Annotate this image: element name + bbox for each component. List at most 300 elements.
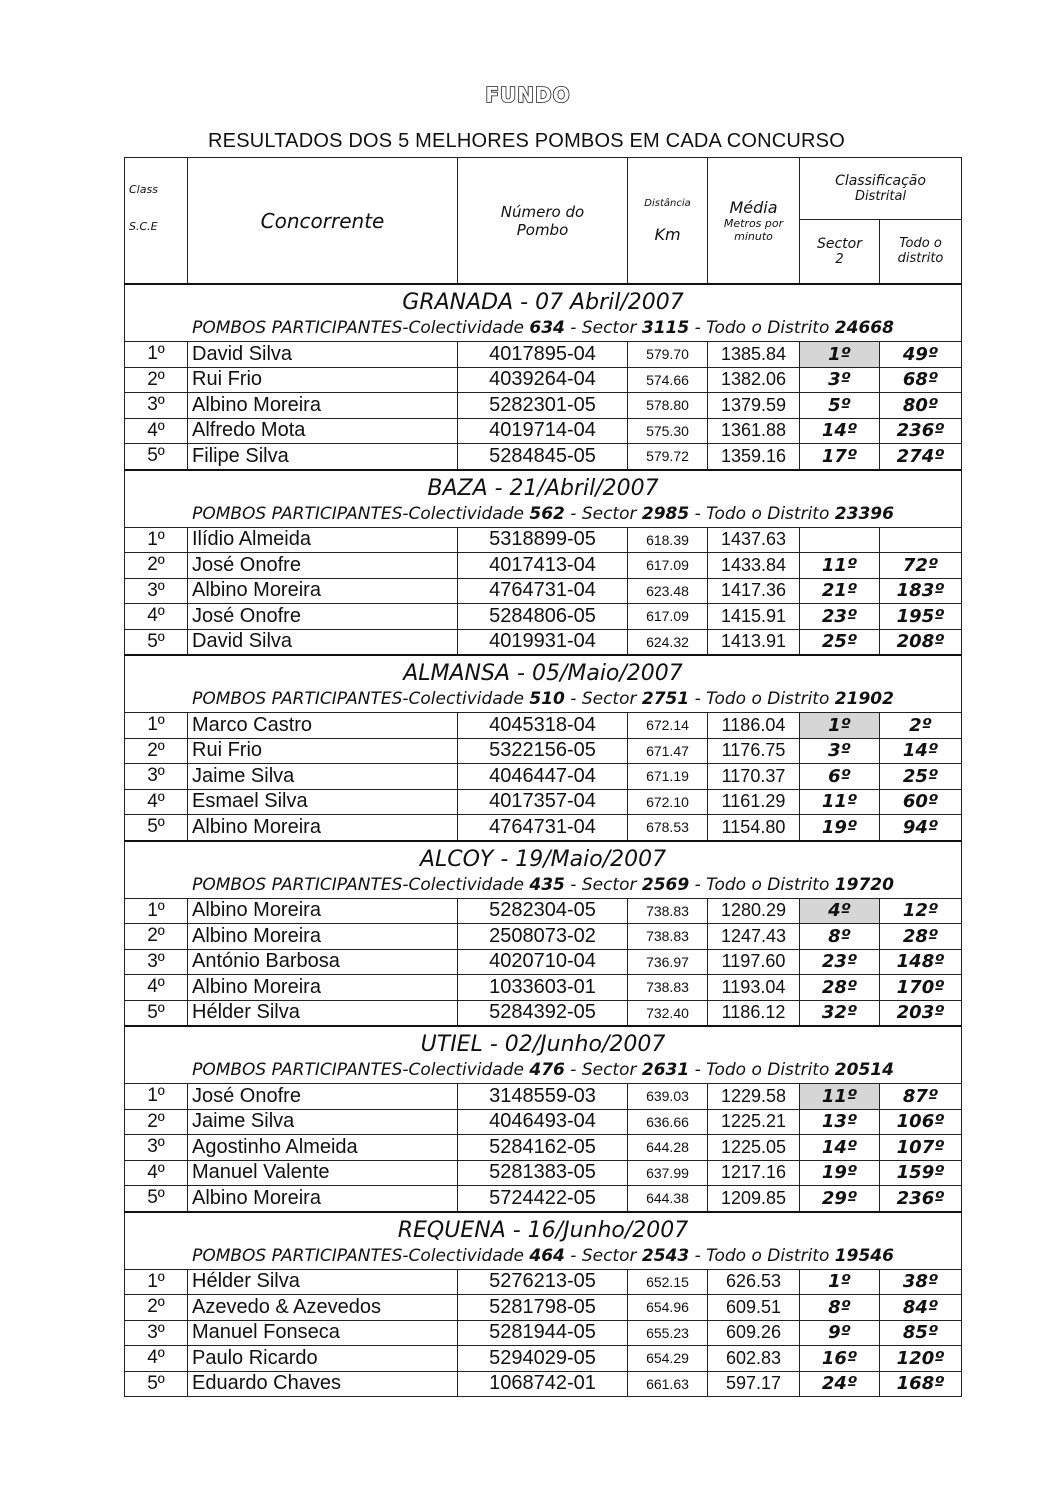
sector-count: 2631 [641,1060,690,1080]
race-participants [125,1057,962,1084]
pombo-number-cell: 4045318-04 [458,713,628,739]
distrito-label: - Todo o Distrito [694,689,830,709]
sector-rank-cell: 17º [800,444,880,470]
class-cell: 1º [125,1269,188,1295]
distrito-rank-cell: 49º [880,342,962,368]
sector-rank-cell: 1º [800,713,880,739]
media-cell: 1379.59 [708,393,800,419]
pombo-number-cell: 3148559-03 [458,1084,628,1110]
pombo-number-cell: 5281383-05 [458,1160,628,1186]
concorrente-cell: Hélder Silva [188,1000,458,1026]
media-cell: 1413.91 [708,629,800,655]
distrito-rank-cell: 120º [880,1346,962,1372]
class-cell: 3º [125,578,188,604]
class-cell: 2º [125,553,188,579]
pombo-number-cell: 5294029-05 [458,1346,628,1372]
sector-label: - Sector [570,1060,637,1080]
pombo-number-cell: 4039264-04 [458,367,628,393]
sector-label: - Sector [570,318,637,338]
distrito-rank-cell: 12º [880,898,962,924]
class-cell: 2º [125,1295,188,1321]
result-row [125,949,962,975]
pombo-number-cell: 4764731-04 [458,815,628,841]
distrito-rank-cell: 85º [880,1320,962,1346]
media-cell: 1193.04 [708,975,800,1001]
pombo-number-cell: 4046493-04 [458,1109,628,1135]
media-cell: 597.17 [708,1371,800,1397]
concorrente-cell: Ilídio Almeida [188,527,458,553]
result-row [125,815,962,841]
concorrente-cell: Marco Castro [188,713,458,739]
result-row [125,604,962,630]
distrito-rank-cell: 106º [880,1109,962,1135]
class-cell: 2º [125,924,188,950]
media-cell: 1417.36 [708,578,800,604]
distance-cell: 671.19 [628,764,708,790]
class-cell: 4º [125,1346,188,1372]
media-cell: 1415.91 [708,604,800,630]
pombo-number-cell: 2508073-02 [458,924,628,950]
class-cell: 4º [125,975,188,1001]
result-row [125,764,962,790]
sector-rank-cell: 3º [800,367,880,393]
distance-cell: 623.48 [628,578,708,604]
class-cell: 1º [125,527,188,553]
sector-label: - Sector [570,689,637,709]
distrito-count: 19720 [834,874,894,895]
distrito-rank-cell: 203º [880,1000,962,1026]
pombo-number-cell: 5284845-05 [458,444,628,470]
race-title: BAZA - 21/Abril/2007 [125,470,962,501]
distrito-count: 23396 [834,503,894,524]
distrito-rank-cell: 28º [880,924,962,950]
class-cell: 4º [125,418,188,444]
distrito-rank-cell: 159º [880,1160,962,1186]
sector-label: - Sector [570,874,637,895]
pombo-number-cell: 4017895-04 [458,342,628,368]
result-row [125,898,962,924]
distance-cell: 671.47 [628,738,708,764]
distance-cell: 655.23 [628,1320,708,1346]
class-cell: 5º [125,1000,188,1026]
distance-cell: 672.14 [628,713,708,739]
media-cell: 1176.75 [708,738,800,764]
classificacao-header: Classificação Distrital [800,158,962,220]
class-cell: 1º [125,342,188,368]
media-cell: 1359.16 [708,444,800,470]
class-cell: 3º [125,393,188,419]
distrito-rank-cell: 208º [880,629,962,655]
race-title: UTIEL - 02/Junho/2007 [125,1026,962,1057]
colectividade-count: 562 [529,503,565,524]
pombo-number-cell: 4046447-04 [458,764,628,790]
race-title-row [125,470,962,501]
sector-rank-cell: 3º [800,738,880,764]
race-title: ALMANSA - 05/Maio/2007 [125,655,962,686]
distrito-rank-cell: 148º [880,949,962,975]
result-row [125,342,962,368]
result-row [125,1135,962,1161]
result-row [125,1084,962,1110]
pombo-number-cell: 5284392-05 [458,1000,628,1026]
class-cell: 5º [125,444,188,470]
distrito-rank-cell: 87º [880,1084,962,1110]
class-cell: 3º [125,1320,188,1346]
class-cell: 3º [125,1135,188,1161]
concorrente-cell: António Barbosa [188,949,458,975]
class-cell: 3º [125,764,188,790]
distance-cell: 574.66 [628,367,708,393]
concorrente-cell: José Onofre [188,1084,458,1110]
concorrente-cell: Manuel Fonseca [188,1320,458,1346]
media-cell: 1186.04 [708,713,800,739]
distrito-rank-cell: 68º [880,367,962,393]
distrito-rank-cell: 60º [880,789,962,815]
pombo-number-cell: 5282301-05 [458,393,628,419]
media-cell: 609.51 [708,1295,800,1321]
sector-rank-cell: 9º [800,1320,880,1346]
sector-rank-cell: 19º [800,1160,880,1186]
result-row [125,713,962,739]
participants-label: POMBOS PARTICIPANTES-Colectividade [192,1245,524,1266]
results-table [124,157,962,1397]
pombo-number-cell: 5284162-05 [458,1135,628,1161]
media-cell: 1161.29 [708,789,800,815]
distance-cell: 678.53 [628,815,708,841]
sector-label: - Sector [570,1245,637,1266]
distance-cell: 652.15 [628,1269,708,1295]
distancia-header: Distância Km [628,158,708,285]
sector-rank-cell: 6º [800,764,880,790]
race-title: GRANADA - 07 Abril/2007 [125,284,962,315]
distrito-rank-cell: 236º [880,1186,962,1212]
fundo-logo: FUNDO [485,83,571,107]
media-cell: 1186.12 [708,1000,800,1026]
result-row [125,527,962,553]
distance-cell: 654.96 [628,1295,708,1321]
distance-cell: 575.30 [628,418,708,444]
sector-rank-cell: 23º [800,604,880,630]
result-row [125,924,962,950]
result-row [125,418,962,444]
race-title-row [125,1212,962,1243]
result-row [125,789,962,815]
class-cell: 5º [125,1371,188,1397]
pombo-number-cell: 5282304-05 [458,898,628,924]
sector-count: 3115 [641,318,690,338]
class-cell: 2º [125,367,188,393]
pombo-number-cell: 4020710-04 [458,949,628,975]
sector-rank-cell: 32º [800,1000,880,1026]
pombo-number-cell: 5724422-05 [458,1186,628,1212]
result-row [125,1346,962,1372]
sector-rank-cell: 25º [800,629,880,655]
concorrente-cell: Albino Moreira [188,393,458,419]
class-cell: 5º [125,629,188,655]
distrito-rank-cell: 84º [880,1295,962,1321]
sector-count: 2985 [641,503,690,524]
sector-rank-cell: 4º [800,898,880,924]
concorrente-cell: Paulo Ricardo [188,1346,458,1372]
distrito-rank-cell: 72º [880,553,962,579]
concorrente-cell: José Onofre [188,553,458,579]
media-cell: 1229.58 [708,1084,800,1110]
distrito-count: 19546 [834,1245,894,1266]
result-row [125,444,962,470]
concorrente-cell: José Onofre [188,604,458,630]
concorrente-cell: Jaime Silva [188,1109,458,1135]
distance-cell: 654.29 [628,1346,708,1372]
result-row [125,1109,962,1135]
media-header: Média Metros por minuto [708,158,800,285]
participants-label: POMBOS PARTICIPANTES-Colectividade [192,874,524,895]
pombo-number-cell: 1033603-01 [458,975,628,1001]
media-cell: 1217.16 [708,1160,800,1186]
concorrente-cell: David Silva [188,342,458,368]
result-row [125,1000,962,1026]
distance-cell: 624.32 [628,629,708,655]
concorrente-cell: Hélder Silva [188,1269,458,1295]
sector-rank-cell: 11º [800,1084,880,1110]
distrito-count: 21902 [834,689,894,709]
race-participants [125,686,962,713]
concorrente-cell: Eduardo Chaves [188,1371,458,1397]
race-title-row [125,655,962,686]
media-cell: 1170.37 [708,764,800,790]
distance-cell: 672.10 [628,789,708,815]
class-header: Class S.C.E [125,158,188,285]
distrito-label: - Todo o Distrito [694,1245,830,1266]
concorrente-cell: Filipe Silva [188,444,458,470]
pombo-number-cell: 5284806-05 [458,604,628,630]
sector-header: Sector 2 [800,219,880,284]
sector-count: 2543 [641,1245,690,1266]
distance-cell: 644.38 [628,1186,708,1212]
distance-cell: 617.09 [628,604,708,630]
media-cell: 609.26 [708,1320,800,1346]
sector-rank-cell: 29º [800,1186,880,1212]
result-row [125,1371,962,1397]
participants-label: POMBOS PARTICIPANTES-Colectividade [192,1060,524,1080]
distance-cell: 618.39 [628,527,708,553]
result-row [125,553,962,579]
sector-rank-cell: 23º [800,949,880,975]
pombo-number-cell: 4019714-04 [458,418,628,444]
distrito-label: - Todo o Distrito [694,318,830,338]
race-info-row [125,501,962,528]
colectividade-count: 464 [529,1245,565,1266]
distrito-rank-cell: 80º [880,393,962,419]
pombo-number-cell: 4017357-04 [458,789,628,815]
class-cell: 3º [125,949,188,975]
concorrente-cell: Albino Moreira [188,815,458,841]
media-cell: 1382.06 [708,367,800,393]
result-row [125,367,962,393]
class-cell: 1º [125,898,188,924]
distance-cell: 732.40 [628,1000,708,1026]
participants-label: POMBOS PARTICIPANTES-Colectividade [192,689,524,709]
distance-cell: 636.66 [628,1109,708,1135]
distrito-rank-cell: 195º [880,604,962,630]
media-cell: 602.83 [708,1346,800,1372]
distrito-rank-cell: 236º [880,418,962,444]
sector-rank-cell: 8º [800,924,880,950]
pombo-number-cell: 5276213-05 [458,1269,628,1295]
distrito-label: - Todo o Distrito [694,503,830,524]
distrito-label: - Todo o Distrito [694,874,830,895]
colectividade-count: 476 [529,1060,565,1080]
race-info-row [125,315,962,342]
class-cell: 2º [125,738,188,764]
sector-rank-cell: 24º [800,1371,880,1397]
race-info-row [125,1057,962,1084]
media-cell: 1225.21 [708,1109,800,1135]
sector-rank-cell: 11º [800,553,880,579]
media-cell: 1361.88 [708,418,800,444]
class-cell: 4º [125,789,188,815]
concorrente-cell: Albino Moreira [188,1186,458,1212]
concorrente-cell: Esmael Silva [188,789,458,815]
distance-cell: 639.03 [628,1084,708,1110]
pombo-number-cell: 5318899-05 [458,527,628,553]
class-cell: 5º [125,1186,188,1212]
results-body [125,158,962,1397]
distrito-rank-cell: 107º [880,1135,962,1161]
media-cell: 1225.05 [708,1135,800,1161]
result-row [125,393,962,419]
sector-rank-cell: 11º [800,789,880,815]
sector-rank-cell: 19º [800,815,880,841]
race-participants [125,315,962,342]
concorrente-cell: Albino Moreira [188,975,458,1001]
concorrente-cell: Rui Frio [188,367,458,393]
concorrente-cell: Azevedo & Azevedos [188,1295,458,1321]
sector-rank-cell: 14º [800,1135,880,1161]
class-cell: 2º [125,1109,188,1135]
colectividade-count: 634 [529,318,565,338]
race-participants [125,501,962,528]
distance-cell: 617.09 [628,553,708,579]
distrito-rank-cell: 25º [880,764,962,790]
sector-rank-cell: 14º [800,418,880,444]
distrito-rank-cell: 2º [880,713,962,739]
distance-cell: 644.28 [628,1135,708,1161]
media-cell: 1197.60 [708,949,800,975]
distance-cell: 738.83 [628,898,708,924]
race-participants [125,872,962,899]
pombo-number-cell: 4019931-04 [458,629,628,655]
race-info-row [125,686,962,713]
concorrente-cell: Alfredo Mota [188,418,458,444]
distance-cell: 738.83 [628,924,708,950]
concorrente-cell: Albino Moreira [188,578,458,604]
sector-rank-cell: 8º [800,1295,880,1321]
concorrente-cell: Albino Moreira [188,924,458,950]
sector-rank-cell: 13º [800,1109,880,1135]
media-cell: 1280.29 [708,898,800,924]
result-row [125,1160,962,1186]
distrito-rank-cell: 14º [880,738,962,764]
media-cell: 1247.43 [708,924,800,950]
distrito-rank-cell: 94º [880,815,962,841]
concorrente-cell: Rui Frio [188,738,458,764]
distrito-rank-cell: 38º [880,1269,962,1295]
sector-rank-cell: 28º [800,975,880,1001]
result-row [125,1320,962,1346]
media-cell: 626.53 [708,1269,800,1295]
pombo-number-cell: 5281944-05 [458,1320,628,1346]
class-cell: 1º [125,1084,188,1110]
todo-distrito-header: Todo o distrito [880,219,962,284]
media-cell: 1385.84 [708,342,800,368]
numero-pombo-header: Número do Pombo [458,158,628,285]
distance-cell: 579.72 [628,444,708,470]
race-info-row [125,872,962,899]
result-row [125,1295,962,1321]
sector-label: - Sector [570,503,637,524]
header-row-1 [125,158,962,220]
colectividade-count: 510 [529,689,565,709]
result-row [125,1186,962,1212]
distance-cell: 736.97 [628,949,708,975]
result-row [125,738,962,764]
sector-rank-cell: 1º [800,342,880,368]
class-cell: 4º [125,604,188,630]
result-row [125,1269,962,1295]
race-participants [125,1243,962,1270]
race-title: REQUENA - 16/Junho/2007 [125,1212,962,1243]
sector-rank-cell [800,527,880,553]
page-title: RESULTADOS DOS 5 MELHORES POMBOS EM CADA CONCURSO [208,130,845,152]
distance-cell: 637.99 [628,1160,708,1186]
distrito-rank-cell: 168º [880,1371,962,1397]
distrito-rank-cell: 170º [880,975,962,1001]
media-cell: 1154.80 [708,815,800,841]
class-cell: 1º [125,713,188,739]
concorrente-cell: Agostinho Almeida [188,1135,458,1161]
race-title-row [125,1026,962,1057]
pombo-number-cell: 4764731-04 [458,578,628,604]
sector-count: 2751 [641,689,690,709]
race-title-row [125,841,962,872]
distrito-label: - Todo o Distrito [694,1060,830,1080]
distrito-rank-cell: 274º [880,444,962,470]
distrito-rank-cell [880,527,962,553]
concorrente-cell: Manuel Valente [188,1160,458,1186]
result-row [125,629,962,655]
result-row [125,578,962,604]
race-title: ALCOY - 19/Maio/2007 [125,841,962,872]
distance-cell: 579.70 [628,342,708,368]
sector-rank-cell: 5º [800,393,880,419]
participants-label: POMBOS PARTICIPANTES-Colectividade [192,318,524,338]
concorrente-cell: Albino Moreira [188,898,458,924]
sector-rank-cell: 16º [800,1346,880,1372]
distance-cell: 578.80 [628,393,708,419]
race-info-row [125,1243,962,1270]
pombo-number-cell: 4017413-04 [458,553,628,579]
class-cell: 4º [125,1160,188,1186]
concorrente-cell: David Silva [188,629,458,655]
media-cell: 1209.85 [708,1186,800,1212]
result-row [125,975,962,1001]
sector-rank-cell: 21º [800,578,880,604]
distrito-rank-cell: 183º [880,578,962,604]
concorrente-cell: Jaime Silva [188,764,458,790]
pombo-number-cell: 1068742-01 [458,1371,628,1397]
pombo-number-cell: 5322156-05 [458,738,628,764]
media-cell: 1437.63 [708,527,800,553]
